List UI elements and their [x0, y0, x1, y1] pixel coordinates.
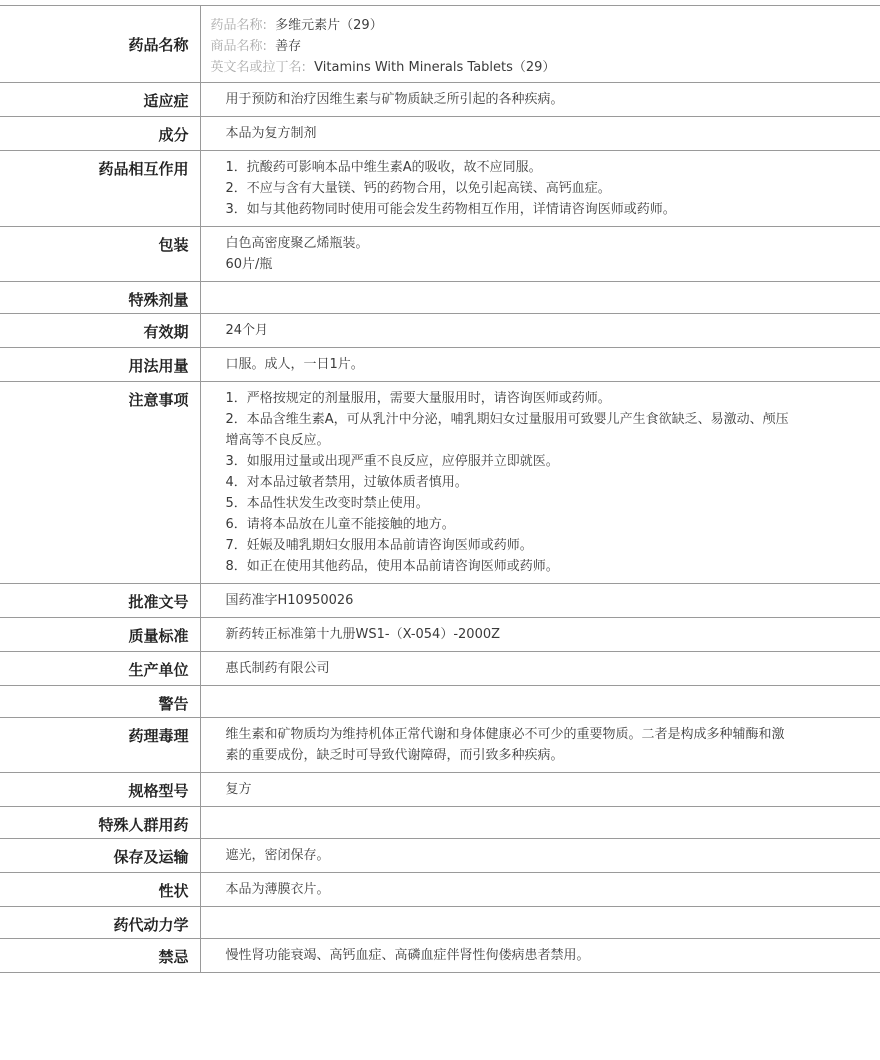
row-value	[200, 382, 880, 584]
info-row	[0, 718, 880, 773]
row-value	[200, 686, 880, 718]
row-value	[200, 6, 880, 83]
value-line: 3．如服用过量或出现严重不良反应，应停服并立即就医。	[225, 454, 559, 469]
row-label: 药代动力学	[0, 907, 200, 939]
value-line: 口服。成人，一日1片。	[225, 357, 364, 372]
row-value	[200, 807, 880, 839]
english-name-value: Vitamins With Minerals Tablets（29）	[314, 60, 556, 75]
value-line: 3．如与其他药物同时使用可能会发生药物相互作用，详情请咨询医师或药师。	[225, 202, 676, 217]
row-label: 注意事项	[0, 382, 200, 584]
info-row	[0, 584, 880, 618]
row-value	[200, 348, 880, 382]
value-line: 慢性肾功能衰竭、高钙血症、高磷血症伴肾性佝偻病患者禁用。	[225, 948, 590, 963]
row-value	[200, 618, 880, 652]
info-row	[0, 873, 880, 907]
row-value	[200, 839, 880, 873]
info-row	[0, 652, 880, 686]
row-label: 用法用量	[0, 348, 200, 382]
info-row	[0, 117, 880, 151]
row-label: 特殊人群用药	[0, 807, 200, 839]
value-line: 5．本品性状发生改变时禁止使用。	[225, 496, 429, 511]
row-label: 包装	[0, 227, 200, 282]
info-row	[0, 939, 880, 973]
row-value	[200, 773, 880, 807]
value-line: 本品为复方制剂	[225, 126, 317, 141]
info-row	[0, 348, 880, 382]
row-label: 药品名称	[0, 6, 200, 83]
row-value	[200, 282, 880, 314]
row-label: 药理毒理	[0, 718, 200, 773]
trade-name-line	[211, 36, 791, 57]
info-row	[0, 907, 880, 939]
row-value	[200, 314, 880, 348]
info-row	[0, 773, 880, 807]
row-label: 警告	[0, 686, 200, 718]
value-line: 24个月	[225, 323, 269, 338]
info-row	[0, 686, 880, 718]
value-line: 1．严格按规定的剂量服用，需要大量服用时，请咨询医师或药师。	[225, 391, 611, 406]
row-value	[200, 718, 880, 773]
row-value	[200, 117, 880, 151]
row-value	[200, 907, 880, 939]
info-row	[0, 151, 880, 227]
value-line: 国药准字H10950026	[225, 593, 354, 608]
info-row	[0, 382, 880, 584]
row-value	[200, 151, 880, 227]
value-line: 2．不应与含有大量镁、钙的药物合用，以免引起高镁、高钙血症。	[225, 181, 611, 196]
name-key: 药品名称:	[210, 18, 267, 33]
row-label: 适应症	[0, 83, 200, 117]
row-label: 规格型号	[0, 773, 200, 807]
english-name-line	[211, 57, 791, 78]
row-value	[200, 939, 880, 973]
value-line: 6．请将本品放在儿童不能接触的地方。	[225, 517, 455, 532]
value-line: 8．如正在使用其他药品，使用本品前请咨询医师或药师。	[225, 559, 559, 574]
info-row	[0, 314, 880, 348]
row-label: 有效期	[0, 314, 200, 348]
drug-info-table	[0, 5, 880, 973]
row-label: 质量标准	[0, 618, 200, 652]
name-value: 多维元素片（29）	[275, 18, 383, 33]
row-drug-name	[0, 6, 880, 83]
value-line: 惠氏制药有限公司	[225, 661, 330, 676]
value-line: 2．本品含维生素A，可从乳汁中分泌，哺乳期妇女过量服用可致婴儿产生食欲缺乏、易激动、颅压增高等不良反应。	[225, 412, 789, 448]
row-label: 保存及运输	[0, 839, 200, 873]
row-value	[200, 652, 880, 686]
name-line	[211, 15, 791, 36]
value-line: 本品为薄膜衣片。	[225, 882, 330, 897]
info-row	[0, 227, 880, 282]
value-line: 维生素和矿物质均为维持机体正常代谢和身体健康必不可少的重要物质。二者是构成多种辅酶和激素的重要成份，缺乏时可导致代谢障碍，而引致多种疾病。	[225, 727, 785, 763]
value-line: 新药转正标准第十九册WS1-（X-054）-2000Z	[225, 627, 501, 642]
value-line: 60片/瓶	[225, 257, 273, 272]
row-value	[200, 873, 880, 907]
row-label: 成分	[0, 117, 200, 151]
english-name-key: 英文名或拉丁名:	[210, 60, 306, 75]
row-label: 批准文号	[0, 584, 200, 618]
row-label: 性状	[0, 873, 200, 907]
info-row	[0, 807, 880, 839]
info-row	[0, 282, 880, 314]
info-row	[0, 839, 880, 873]
value-line: 白色高密度聚乙烯瓶装。	[225, 236, 369, 251]
row-label: 禁忌	[0, 939, 200, 973]
row-value	[200, 83, 880, 117]
value-line: 7．妊娠及哺乳期妇女服用本品前请咨询医师或药师。	[225, 538, 533, 553]
row-label: 特殊剂量	[0, 282, 200, 314]
row-label: 药品相互作用	[0, 151, 200, 227]
row-value	[200, 584, 880, 618]
row-label: 生产单位	[0, 652, 200, 686]
value-line: 用于预防和治疗因维生素与矿物质缺乏所引起的各种疾病。	[225, 92, 564, 107]
trade-name-value: 善存	[275, 39, 302, 54]
row-value	[200, 227, 880, 282]
info-row	[0, 618, 880, 652]
value-line: 遮光，密闭保存。	[225, 848, 330, 863]
value-line: 复方	[225, 782, 252, 797]
info-row	[0, 83, 880, 117]
trade-name-key: 商品名称:	[210, 39, 267, 54]
value-line: 1．抗酸药可影响本品中维生素A的吸收，故不应同服。	[225, 160, 542, 175]
value-line: 4．对本品过敏者禁用，过敏体质者慎用。	[225, 475, 468, 490]
